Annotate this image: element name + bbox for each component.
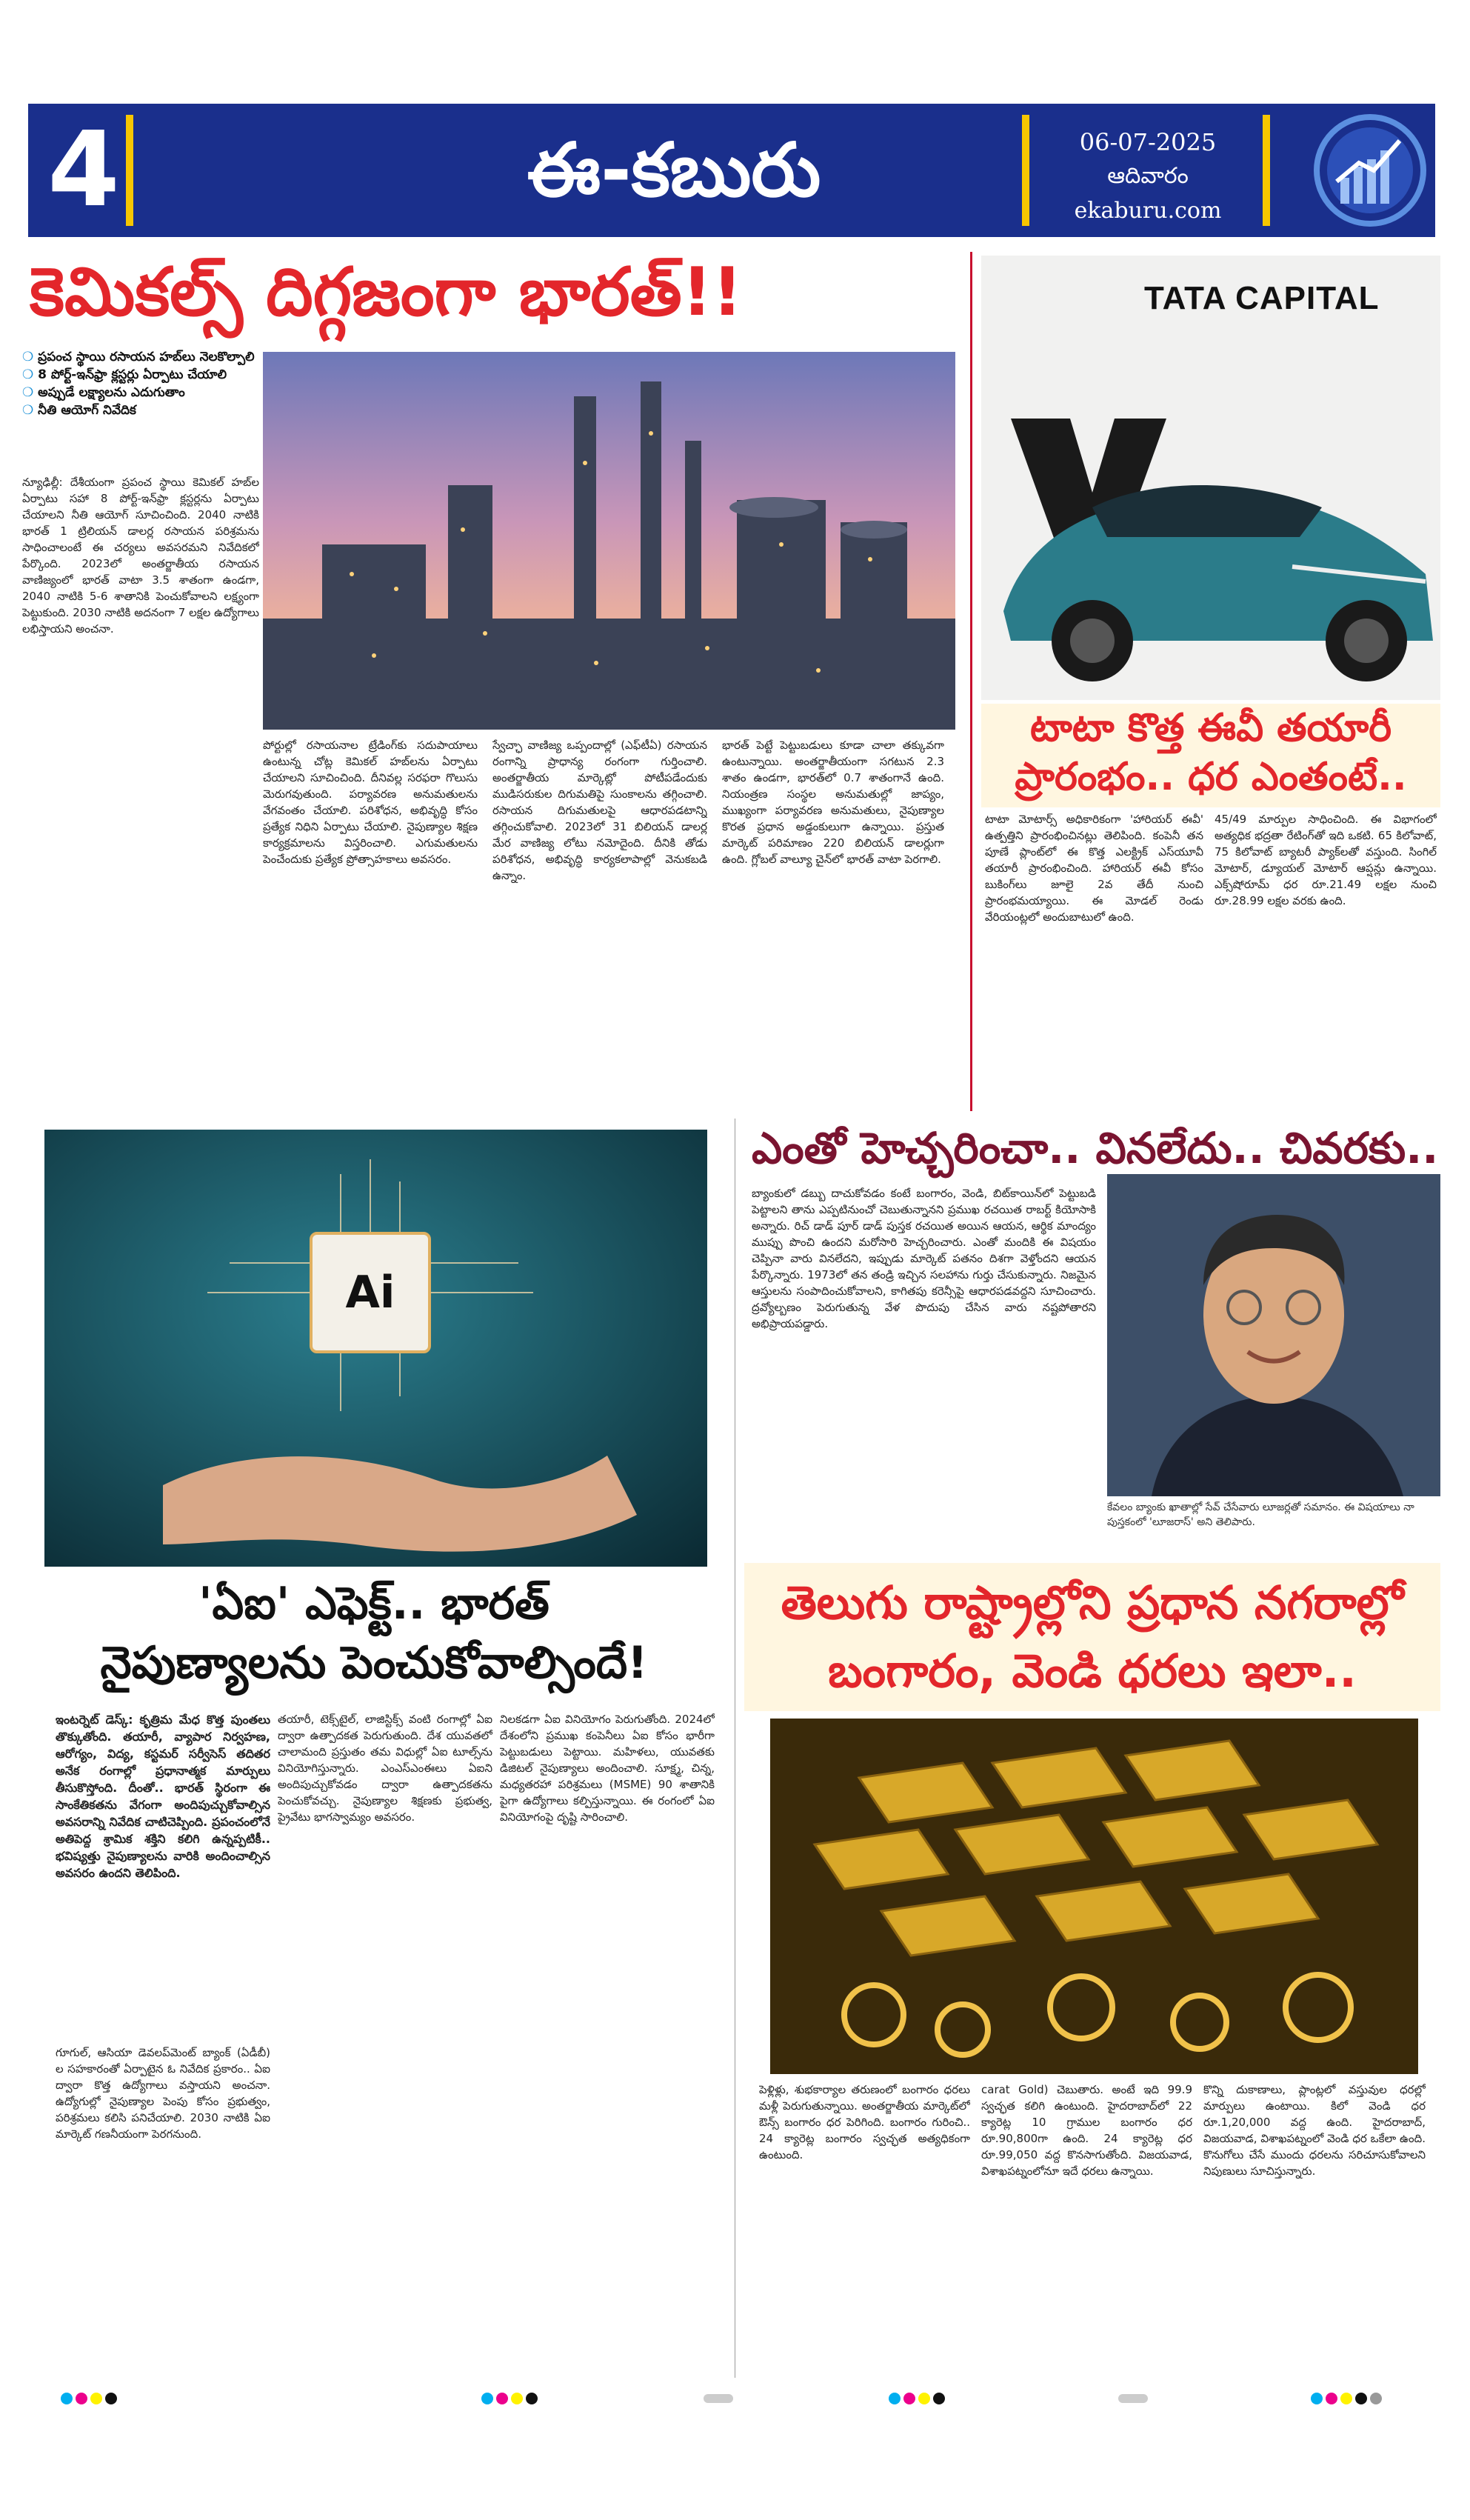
gold-headline-line2: బంగారం, వెండి ధరలు ఇలా.. — [828, 1644, 1357, 1698]
ai-chip-label: Ai — [345, 1267, 395, 1319]
issue-day: ఆదివారం — [1107, 163, 1189, 189]
cyan-swatch — [889, 2393, 901, 2404]
chemicals-bullets — [22, 348, 259, 419]
yellow-swatch — [918, 2393, 930, 2404]
chemicals-col-3: స్వేచ్ఛా వాణిజ్య ఒప్పందాల్లో (ఎఫ్‌టీఏ) రసాయన రంగాన్ని ప్రాధాన్య రంగంగా గుర్తించాలి. అంతర్జాతీయ మార్కెట్లో పోటీపడేందుకు ముడిసరుకుల దిగుమతిపై సుంకాలను తగ్గించాలి. రసాయన దిగుమతులపై ఆధారపడటాన్ని తగ్గించుకోవాలి. 2023లో 31 బిలియన్ డాలర్ల మేర వాణిజ్య లోటు నమోదైంది. దీనికి తోడు పరిశోధన, అభివృద్ధి కార్యకలాపాల్లో వెనుకబడి ఉన్నాం. — [492, 739, 707, 882]
gray-bar — [1118, 2394, 1148, 2403]
black-swatch — [105, 2393, 117, 2404]
tata-headline-box — [981, 704, 1440, 807]
yellow-swatch — [90, 2393, 102, 2404]
magenta-swatch — [496, 2393, 508, 2404]
gray-swatch — [1370, 2393, 1382, 2404]
tata-ev-photo — [981, 256, 1440, 700]
magenta-swatch — [1326, 2393, 1337, 2404]
kiyosaki-portrait — [1107, 1174, 1440, 1496]
chemicals-col-2: పోర్టుల్లో రసాయనాల ట్రేడింగ్‌కు సదుపాయాలు ఉంటున్న చోట్ల కెమికల్ హబ్‌లను ఏర్పాటు చేయాలని సూచించింది. దీనివల్ల సరఫరా గొలుసు మెరుగవుతుంది. పర్యావరణ అనుమతులను వేగవంతం చేయాలి. పరిశోధన, అభివృద్ధి కోసం ప్రత్యేక నిధిని ఏర్పాటు చేయాలి. నైపుణ్యాల శిక్షణ కార్యక్రమాలను విస్తరించాలి. ఎగుమతులను పెంచేందుకు ప్రత్యేక ప్రోత్సాహకాలు అవసరం. — [263, 739, 478, 866]
bullet-item: ❍ ప్రపంచ స్థాయి రసాయన హబ్‌లు నెలకొల్పాలి — [22, 348, 259, 366]
gold-col-3: కొన్ని దుకాణాలు, ప్లాంట్లలో వస్తువుల ధరల్లో మార్పులు ఉంటాయి. కిలో వెండి ధర రూ.1,20,000 వద్ద ఉంది. హైదరాబాద్, విజయవాడ, విశాఖపట్నంలో వెండి ధర ఒకేలా ఉంది. కొనుగోలు చేసే ముందు ధరలను సరిచూసుకోవాలని నిపుణులు సూచిస్తున్నారు. — [1203, 2083, 1426, 2178]
publisher-logo — [1311, 107, 1429, 233]
refinery-photo — [263, 352, 955, 730]
cyan-swatch — [1311, 2393, 1323, 2404]
column-divider — [970, 252, 972, 1111]
cyan-swatch — [481, 2393, 493, 2404]
page-number: 4 — [47, 110, 120, 230]
kiyosaki-headline: ఎంతో హెచ్చరించా.. వినలేదు.. చివరకు.. — [752, 1123, 1439, 1173]
bullet-item: ❍ నీతి ఆయోగ్ నివేదిక — [22, 401, 259, 419]
newspaper-title: ఈ-కబురు — [527, 127, 821, 213]
magenta-swatch — [903, 2393, 915, 2404]
gold-col-1: పెళ్లిళ్లు, శుభకార్యాల తరుణంలో బంగారం ధరలు మళ్లీ పెరుగుతున్నాయి. అంతర్జాతీయ మార్కెట్‌లో ఔన్స్ బంగారం ధర పెరిగింది. బంగారం గురించి.. 24 క్యారెట్ల బంగారం స్వచ్ఛత అత్యధికంగా ఉంటుంది. — [759, 2083, 970, 2161]
tata-headline-line1: టాటా కొత్త ఈవీ తయారీ — [1029, 706, 1392, 750]
site-url[interactable]: ekaburu.com — [1074, 198, 1222, 224]
magenta-swatch — [76, 2393, 87, 2404]
issue-date: 06-07-2025 — [1079, 128, 1217, 156]
chemicals-col-4: భారత్ పెట్టే పెట్టుబడులు కూడా చాలా తక్కువగా ఉంటున్నాయి. అంతర్జాతీయంగా సగటున 2.3 శాతం ఉండగా, భారత్‌లో 0.7 శాతంగానే ఉంది. నియంత్రణ సంస్థల అనుమతుల్లో జాప్యం, ముఖ్యంగా పర్యావరణ అనుమతులు, నైపుణ్యాల కొరత ప్రధాన అడ్డంకులుగా ఉన్నాయి. ప్రస్తుత మార్కెట్ పరిమాణం 220 బిలియన్ డాలర్లుగా ఉంది. గ్లోబల్ వాల్యూ చైన్‌లో భారత్ వాటా పెరగాలి. — [722, 739, 944, 866]
bullet-item: ❍ 8 పోర్ట్-ఇన్‌ఫ్రా క్లస్టర్లు ఏర్పాటు చేయాలి — [22, 366, 259, 384]
tata-col-1: టాటా మోటార్స్ అధికారికంగా 'హారియర్ ఈవీ' ఉత్పత్తిని ప్రారంభించినట్లు తెలిపింది. కంపెనీ తన పూణే ప్లాంట్‌లో ఈ కొత్త ఎలక్ట్రిక్ ఎస్‌యూవీ తయారీ ప్రారంభించింది. హారియర్ ఈవీ కోసం బుకింగ్‌లు జూలై 2వ తేదీ నుంచి ప్రారంభమయ్యాయి. ఈ మోడల్ రెండు వేరియంట్లలో అందుబాటులో ఉంది. — [985, 813, 1203, 924]
bullet-item: ❍ అప్పుడే లక్ష్యాలను ఎదుగుతాం — [22, 384, 259, 401]
yellow-swatch — [1340, 2393, 1352, 2404]
ai-col-3: నిలకడగా ఏఐ వినియోగం పెరుగుతోంది. 2024లో దేశంలోని ప్రముఖ కంపెనీలు ఏఐ కోసం భారీగా పెట్టుబడులు పెట్టాయి. మహిళలు, యువతకు డిజిటల్ నైపుణ్యాలు అందించాలి. సూక్ష్మ, చిన్న, మధ్యతరహా పరిశ్రమలు (MSME) 90 శాతానికి పైగా ఉద్యోగాలు కల్పిస్తున్నాయి. ఈ రంగంలో ఏఐ వినియోగంపై దృష్టి సారించాలి. — [500, 1713, 715, 1824]
divider — [1263, 115, 1270, 226]
ai-lead: ఇంటర్నెట్ డెస్క్: కృత్రిమ మేధ కొత్త పుంతలు తొక్కుతోంది. తయారీ, వ్యాపార నిర్వహణ, ఆరోగ్యం, విద్య, కస్టమర్ సర్వీసెస్ తదితర అనేక రంగాల్లో ప్రధానాత్మక మార్పులు తీసుకొస్తోంది. దీంతో.. భారత్ స్థిరంగా ఈ సాంకేతికతను వేగంగా అందిపుచ్చుకోవాల్సిన అవసరాన్ని నివేదిక చాటిచెప్పింది. ప్రపంచంలోనే అతిపెద్ద శ్రామిక శక్తిని కలిగి ఉన్నప్పటికీ.. భవిష్యత్తు నైపుణ్యాలను వారికి అందించాల్సిన అవసరం ఉందని తెలిపింది. — [56, 1713, 270, 1880]
black-swatch — [933, 2393, 945, 2404]
chemicals-lead-text: న్యూఢిల్లీ: దేశీయంగా ప్రపంచ స్థాయి కెమికల్ హబ్‌ల ఏర్పాటు సహా 8 పోర్ట్-ఇన్‌ఫ్రా క్లస్టర్లను ఏర్పాటు చేయాలని నీతి ఆయోగ్ సూచించింది. 2040 నాటికి భారత్ 1 ట్రిలియన్ డాలర్ల రసాయన పరిశ్రమను సాధించాలంటే ఈ చర్యలు అవసరమని నివేదికలో పేర్కొంది. 2023లో అంతర్జాతీయ రసాయన వాణిజ్యంలో భారత్ వాటా 3.5 శాతంగా ఉండగా, 2040 నాటికి 5-6 శాతానికి పెంచుకోవాలని లక్ష్యంగా పెట్టుకుంది. 2030 నాటికి అదనంగా 7 లక్షల ఉద్యోగాలు లభిస్తాయని అంచనా. — [22, 476, 259, 636]
ai-hand-photo — [44, 1130, 707, 1567]
kiyosaki-body: బ్యాంకులో డబ్బు దాచుకోవడం కంటే బంగారం, వెండి, బిట్‌కాయిన్‌లో పెట్టుబడి పెట్టాలని తాను ఎప్పటినుంచో చెబుతున్నానని ప్రముఖ రచయిత రాబర్ట్ కియోసాకి అన్నారు. రిచ్ డాడ్ పూర్ డాడ్ పుస్తక రచయిత అయిన ఆయన, ఆర్థిక మాంద్యం ముప్పు పొంచి ఉందని మరోసారి హెచ్చరించారు. ఎంతో మందికి ఈ విషయం చెప్పినా వారు వినలేదని, ఇప్పుడు మార్కెట్ పతనం దిశగా వెళ్తోందని ఆయన పేర్కొన్నారు. 1973లో తన తండ్రి ఇచ్చిన సలహాను గుర్తు చేసుకున్నారు. నిజమైన ఆస్తులను సంపాదించుకోవాలని, కాగితపు కరెన్సీపై ఆధారపడవద్దని సూచించారు. ద్రవ్యోల్బణం పెరుగుతున్న వేళ పొదుపు చేసిన వారు నష్టపోతారని అభిప్రాయపడ్డారు. — [752, 1187, 1096, 1330]
black-swatch — [526, 2393, 538, 2404]
gold-headline-line1: తెలుగు రాష్ట్రాల్లోని ప్రధాన నగరాల్లో — [781, 1576, 1404, 1630]
ai-headline-line2: నైపుణ్యాలను పెంచుకోవాల్సిందే! — [100, 1637, 648, 1689]
chemicals-headline: కెమికల్స్ దిగ్గజంగా భారత్!! — [30, 253, 743, 331]
ai-col-1: గూగుల్, ఆసియా డెవలప్‌మెంట్ బ్యాంక్ (ఏడీబీ) ల సహకారంతో ఏర్పాటైన ఓ నివేదిక ప్రకారం.. ఏఐ ద్వారా కొత్త ఉద్యోగాలు వస్తాయని అంచనా. ఉద్యోగుల్లో నైపుణ్యాల పెంపు కోసం ప్రభుత్వం, పరిశ్రమలు కలిసి పనిచేయాలి. 2030 నాటికి ఏఐ మార్కెట్ గణనీయంగా పెరగనుంది. — [56, 2046, 270, 2141]
tata-capital-logo: TATA CAPITAL — [1144, 280, 1380, 316]
divider — [126, 115, 133, 226]
gold-col-2: carat Gold) చెబుతారు. అంటే ఇది 99.9 స్వచ్ఛత కలిగి ఉంటుంది. హైదరాబాద్‌లో 22 క్యారెట్ల 10 గ్రాముల బంగారం ధర రూ.90,800గా ఉంది. 24 క్యారెట్ల ధర రూ.99,050 వద్ద కొనసాగుతోంది. విజయవాడ, విశాఖపట్నంలోనూ ఇదే ధరలు ఉన్నాయి. — [981, 2083, 1192, 2178]
gold-bars-photo — [770, 1719, 1418, 2074]
ai-headline-line1: 'ఏఐ' ఎఫెక్ట్.. భారత్ — [198, 1578, 549, 1630]
tata-headline-line2: ప్రారంభం.. ధర ఎంతంటే.. — [1015, 755, 1407, 799]
black-swatch — [1355, 2393, 1367, 2404]
kiyosaki-caption: కేవలం బ్యాంకు ఖాతాల్లో సేవ్ చేసేవారు లూజర్లతో సమానం. ఈ విషయాలు నా పుస్తకంలో 'లూజరాస్' అని తెలిపారు. — [1107, 1501, 1414, 1528]
ai-col-2: తయారీ, టెక్స్‌టైల్, లాజిస్టిక్స్ వంటి రంగాల్లో ఏఐ ద్వారా ఉత్పాదకత పెరుగుతుంది. దేశ యువతలో చాలామంది ప్రస్తుతం తమ విధుల్లో ఏఐ టూల్స్‌ను వినియోగిస్తున్నారు. ఎంఎస్‌ఎంఈలు ఏఐని అందిపుచ్చుకోవడం ద్వారా ఉత్పాదకతను పెంచుకోవచ్చు. నైపుణ్యాల శిక్షణకు ప్రభుత్వ, ప్రైవేటు భాగస్వామ్యం అవసరం. — [278, 1713, 492, 1824]
divider — [1022, 115, 1029, 226]
gray-bar — [704, 2394, 733, 2403]
cyan-swatch — [61, 2393, 73, 2404]
tata-col-2: 45/49 మార్పుల సాధించింది. ఈ విభాగంలో అత్యధిక భద్రతా రేటింగ్‌తో ఇది ఒకటి. 65 కిలోవాట్, 75 కిలోవాట్ బ్యాటరీ ప్యాక్‌లతో వస్తుంది. సింగిల్ మోటార్, డ్యూయల్ మోటార్ ఆప్షన్లు ఉన్నాయి. ఎక్స్‌షోరూమ్ ధర రూ.21.49 లక్షల నుంచి రూ.28.99 లక్షల వరకు ఉంది. — [1215, 813, 1437, 907]
yellow-swatch — [511, 2393, 523, 2404]
gold-headline-box — [744, 1563, 1440, 1711]
